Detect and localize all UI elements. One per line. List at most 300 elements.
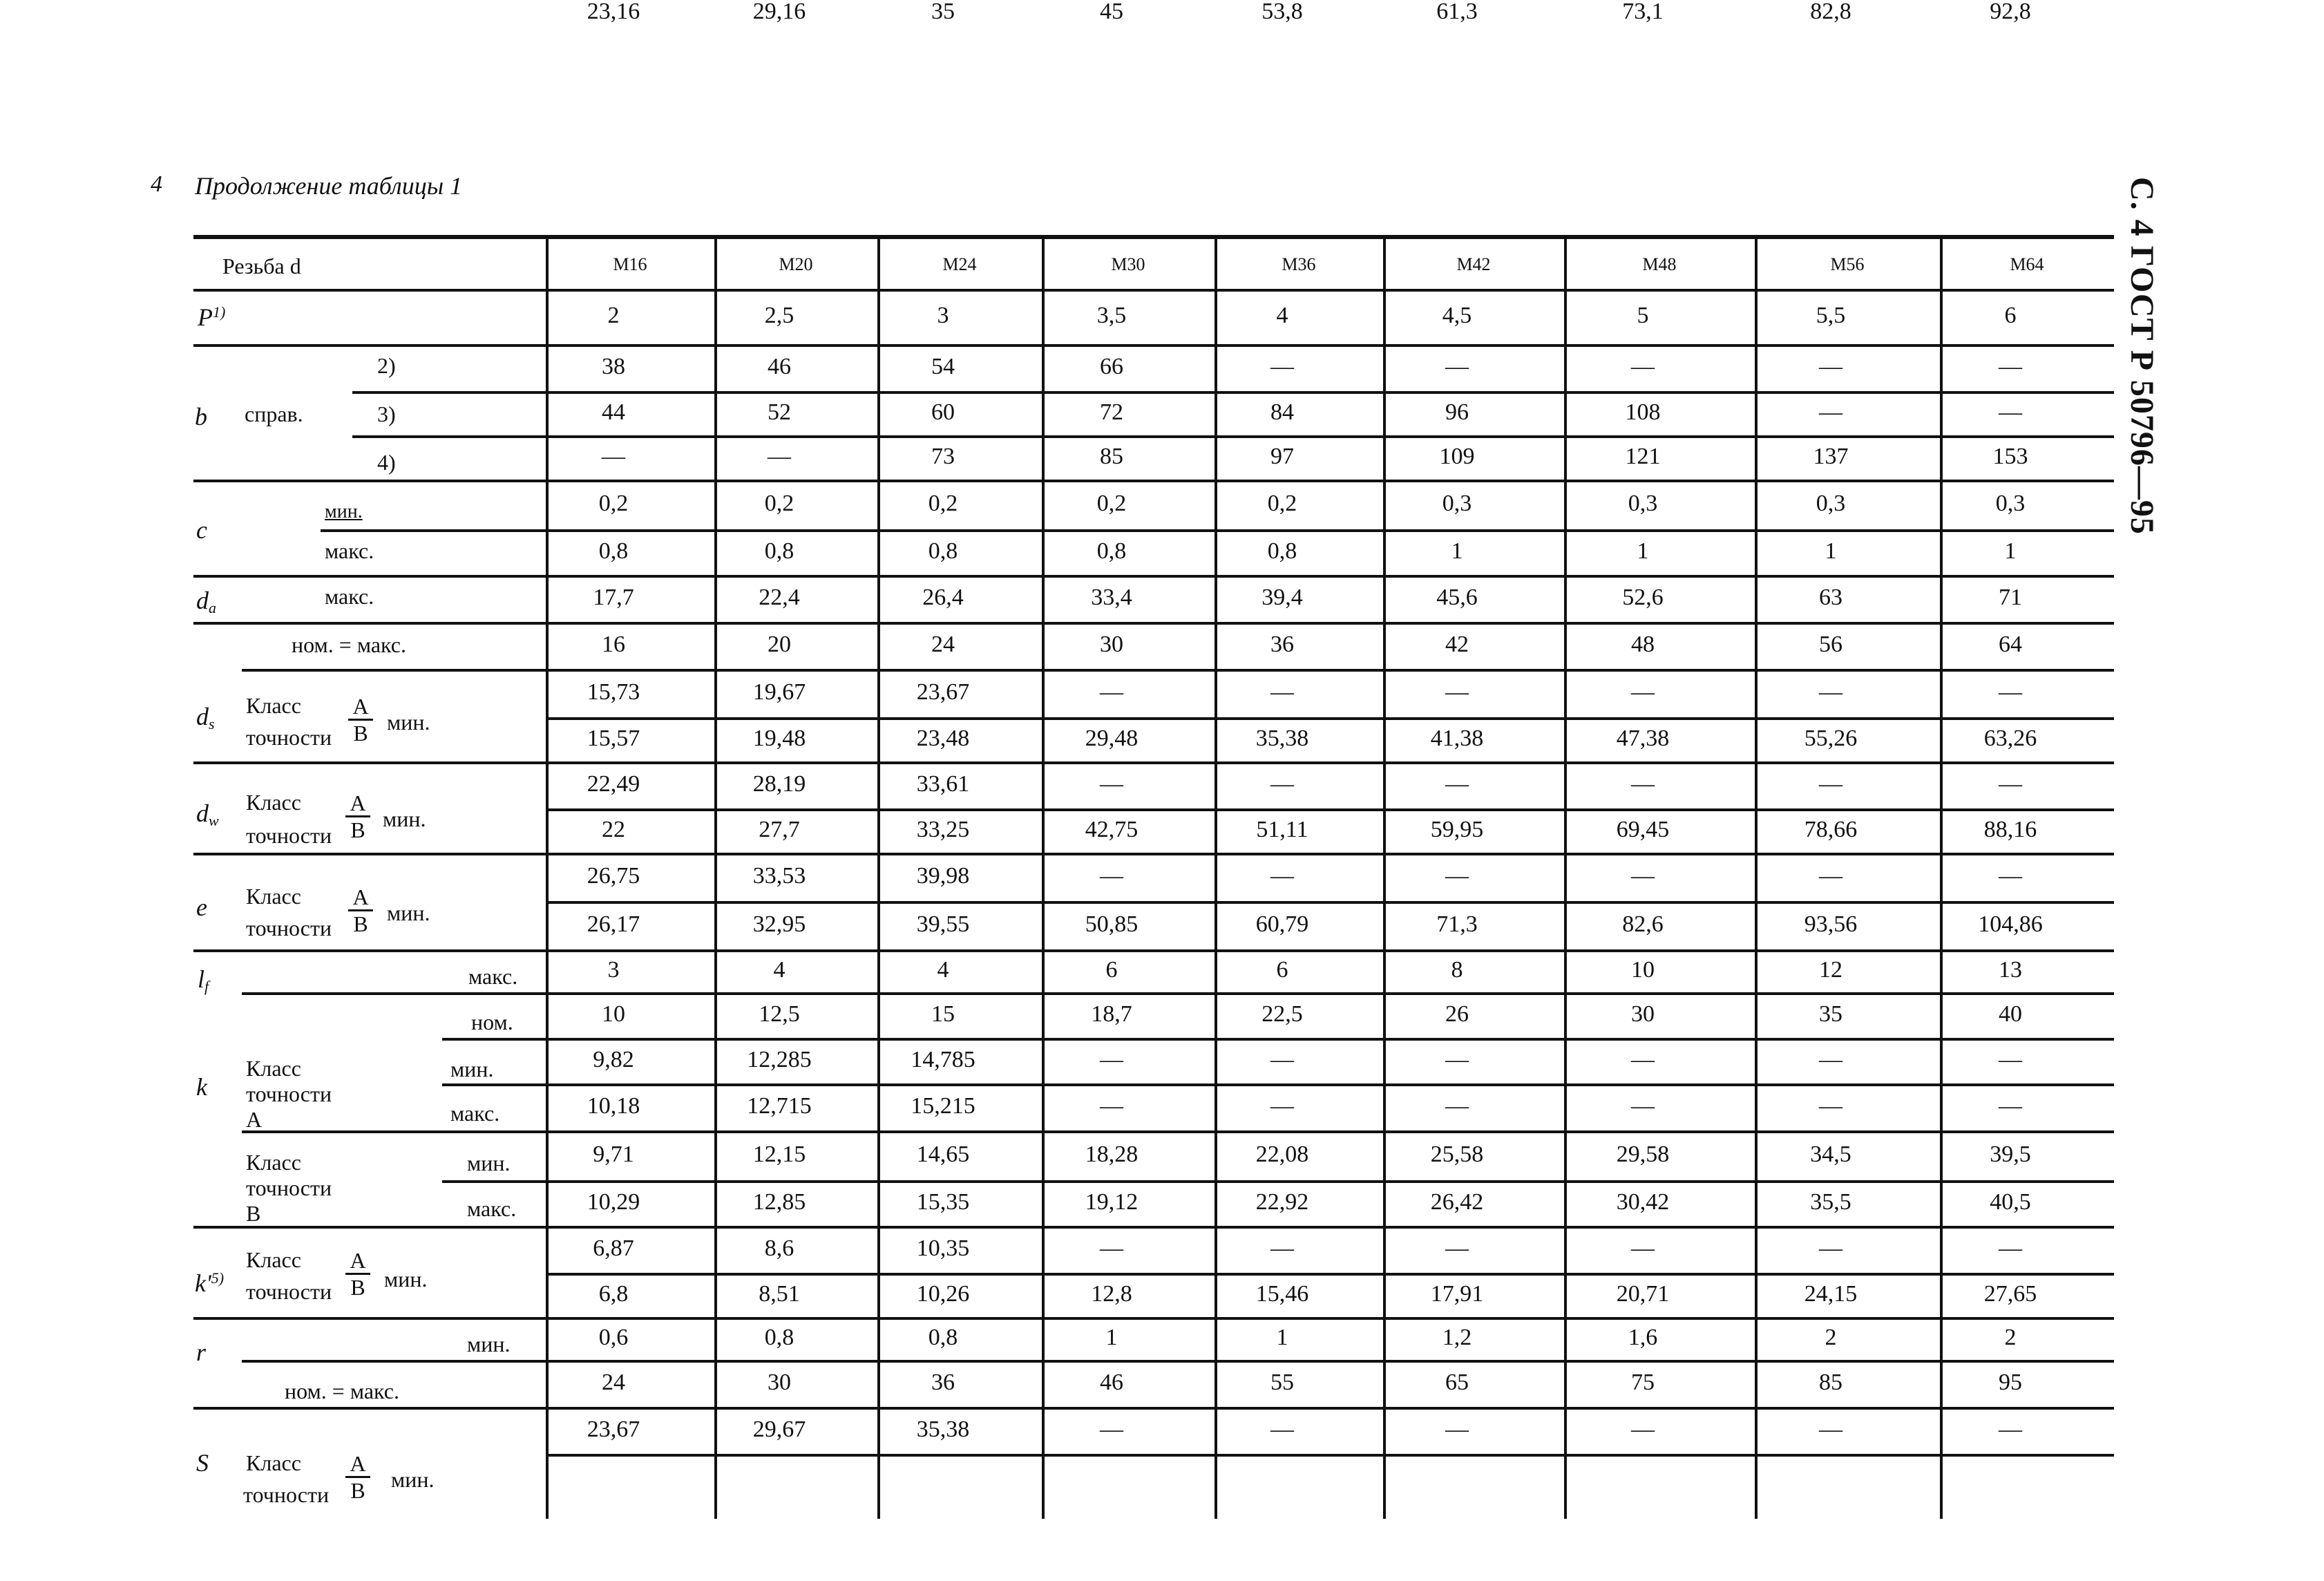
table-cell: 64	[1999, 632, 2022, 657]
label-k2-min: мин.	[384, 1267, 428, 1291]
row-divider	[193, 761, 2114, 764]
label-e-class: Класс	[246, 884, 301, 909]
table-cell: 25,58	[1430, 1142, 1484, 1167]
label-lf-max: макс.	[468, 964, 518, 989]
table-cell: 34,5	[1810, 1142, 1851, 1167]
table-cell: —	[1445, 863, 1469, 889]
table-cell: 0,3	[1995, 491, 2026, 516]
table-cell: —	[1100, 863, 1123, 889]
row-divider	[242, 992, 2114, 995]
label-k2-precision: точности	[246, 1279, 332, 1304]
table-cell: —	[1999, 1236, 2022, 1261]
symbol-da: $d_a$	[196, 587, 216, 616]
table-cell: 2	[1825, 1325, 1837, 1350]
table-cell: 88,16	[1983, 817, 2037, 842]
table-cell: —	[768, 444, 791, 469]
symbol-ds: $d_s$	[196, 703, 215, 732]
table-cell: 46	[1100, 1370, 1123, 1395]
label-s-min: мин.	[391, 1467, 435, 1492]
symbol-e: e	[196, 893, 207, 921]
table-cell: 15	[931, 1001, 955, 1027]
row-divider	[352, 391, 2114, 394]
table-cell: 82,6	[1622, 911, 1664, 937]
table-cell: 2,5	[764, 303, 794, 328]
table-cell: 29,48	[1085, 726, 1139, 751]
table-cell: 60	[931, 399, 955, 425]
label-ds-nom-max: ном. = макс.	[292, 632, 406, 657]
table-cell: 60,79	[1255, 911, 1309, 937]
table-cell: 15,73	[587, 679, 640, 705]
column-divider	[1755, 238, 1758, 1519]
table-cell: —	[1819, 771, 1842, 797]
table-cell: —	[1270, 1093, 1294, 1119]
row-divider	[193, 480, 2114, 482]
table-cell: 36	[1270, 632, 1294, 657]
fraction-ds-a-b: А В	[348, 695, 373, 744]
table-cell: 12	[1819, 957, 1842, 983]
table-cell: 82,8	[1810, 0, 1851, 24]
table-cell: 46	[768, 354, 791, 379]
label-b-note-4: 4)	[377, 450, 396, 475]
table-cell: 30	[768, 1370, 791, 1395]
table-cell: 0,8	[928, 1325, 958, 1350]
table-cell: 12,85	[752, 1189, 806, 1215]
table-cell: 0,8	[598, 538, 629, 564]
table-cell: 63,26	[1983, 726, 2037, 751]
table-cell: 59,95	[1430, 817, 1484, 842]
table-cell: —	[1819, 1417, 1842, 1442]
table-cell: —	[1445, 1417, 1469, 1442]
fraction-s-a-b: А В	[345, 1452, 370, 1502]
table-cell: 6	[1105, 957, 1118, 983]
label-r-min: мин.	[467, 1332, 511, 1356]
table-cell: —	[1100, 1047, 1123, 1072]
table-cell: 66	[1100, 354, 1123, 379]
table-cell: 41,38	[1430, 726, 1484, 751]
table-cell: 93,56	[1804, 911, 1858, 937]
table-cell: 10	[602, 1001, 625, 1027]
table-cell: 23,67	[916, 679, 970, 705]
table-cell: 6	[1276, 957, 1288, 983]
fraction-e-a-b: А В	[348, 886, 373, 935]
table-cell: 39,98	[916, 863, 970, 889]
table-cell: —	[1631, 1047, 1655, 1072]
table-cell: 85	[1100, 444, 1123, 469]
table-cell: 153	[1992, 444, 2028, 469]
table-cell: 52,6	[1622, 585, 1664, 610]
header-cell-m56: M56	[1830, 254, 1865, 274]
label-k-b-max: макс.	[467, 1196, 517, 1221]
symbol-k-prime: $k'^{5)}$	[195, 1269, 225, 1297]
table-cell: 51,11	[1256, 817, 1308, 842]
table-cell: 73	[931, 444, 955, 469]
table-cell: 19,12	[1085, 1189, 1139, 1215]
label-k-classA: Класс точности А	[246, 1056, 332, 1132]
row-divider	[242, 1130, 2114, 1133]
table-cell: —	[1999, 1417, 2022, 1442]
table-cell: 26,42	[1430, 1189, 1484, 1215]
table-cell: 22,08	[1255, 1142, 1309, 1167]
row-divider	[546, 1273, 2114, 1276]
table-cell: 19,48	[752, 726, 806, 751]
table-cell: 10	[1631, 957, 1655, 983]
table-cell: 26,17	[587, 911, 640, 937]
table-cell: 84	[1270, 399, 1294, 425]
header-cell-m30: M30	[1111, 254, 1145, 274]
table-cell: 0,8	[1096, 538, 1127, 564]
table-cell: —	[1270, 1047, 1294, 1072]
label-k-a-min: мин.	[450, 1057, 494, 1081]
table-cell: 33,4	[1091, 585, 1132, 610]
table-cell: 0,3	[1628, 491, 1658, 516]
row-divider	[242, 1360, 2114, 1363]
table-cell: —	[1999, 771, 2022, 797]
table-cell: 109	[1439, 444, 1475, 469]
symbol-k: k	[196, 1073, 207, 1101]
table-cell: 78,66	[1804, 817, 1858, 842]
table-cell: 1	[1451, 538, 1463, 564]
table-cell: —	[1100, 1093, 1123, 1119]
table-cell: 24	[931, 632, 955, 657]
table-cell: 35,5	[1810, 1189, 1851, 1215]
row-divider	[546, 808, 2114, 811]
row-divider	[193, 344, 2114, 347]
table-cell: 9,71	[593, 1142, 634, 1167]
label-da-max: макс.	[325, 584, 374, 609]
table-cell: 35	[931, 0, 955, 24]
table-cell: 29,58	[1616, 1142, 1670, 1167]
table-cell: 14,65	[916, 1142, 970, 1167]
table-cell: 35	[1819, 1001, 1842, 1027]
table-cell: —	[602, 444, 625, 469]
table-cell: 71,3	[1436, 911, 1478, 937]
row-divider	[193, 949, 2114, 952]
table-cell: 0,2	[764, 491, 794, 516]
label-ds-min: мин.	[387, 710, 430, 735]
table-cell: 72	[1100, 399, 1123, 425]
table-cell: 3	[607, 957, 620, 983]
table-cell: 55	[1270, 1370, 1294, 1395]
table-cell: —	[1445, 1236, 1469, 1261]
table-cell: 24	[602, 1370, 625, 1395]
table-cell: 96	[1445, 399, 1469, 425]
column-divider	[1940, 238, 1943, 1519]
table-cell: 5	[1637, 303, 1649, 328]
row-divider	[442, 1038, 2114, 1041]
table-cell: 12,8	[1091, 1281, 1132, 1307]
table-cell: —	[1631, 1236, 1655, 1261]
table-cell: 1,2	[1442, 1325, 1472, 1350]
table-cell: 33,25	[916, 817, 970, 842]
table-cell: —	[1819, 1236, 1842, 1261]
table-cell: 2	[607, 303, 620, 328]
column-divider	[546, 238, 549, 1519]
table-cell: 26,4	[922, 585, 964, 610]
table-cell: 27,7	[759, 817, 800, 842]
table-cell: 0,2	[1267, 491, 1297, 516]
symbol-dw: $d_w$	[196, 799, 219, 829]
table-cell: 13	[1999, 957, 2022, 983]
row-divider	[193, 575, 2114, 578]
table-cell: 14,785	[911, 1047, 975, 1072]
label-sprav: справ.	[245, 401, 303, 426]
table-cell: 1	[2004, 538, 2017, 564]
table-cell: —	[1999, 1093, 2022, 1119]
table-cell: 38	[602, 354, 625, 379]
table-cell: 8,6	[764, 1236, 794, 1261]
table-cell: —	[1270, 863, 1294, 889]
label-k-b-min: мин.	[467, 1151, 511, 1175]
table-cell: 35,38	[1255, 726, 1309, 751]
table-cell: —	[1819, 863, 1842, 889]
table-cell: —	[1819, 354, 1842, 379]
table-cell: 23,48	[916, 726, 970, 751]
row-divider	[546, 717, 2114, 720]
table-cell: 0,8	[764, 1325, 794, 1350]
table-cell: —	[1445, 771, 1469, 797]
header-cell-m48: M48	[1642, 254, 1677, 274]
table-cell: 12,5	[759, 1001, 800, 1027]
table-cell: —	[1445, 679, 1469, 705]
table-cell: 0,8	[1267, 538, 1297, 564]
label-k-classB: Класс точности В	[246, 1150, 332, 1226]
table-cell: 27,65	[1983, 1281, 2037, 1307]
table-cell: 45,6	[1436, 585, 1478, 610]
table-cell: 3	[937, 303, 949, 328]
table-cell: 33,53	[752, 863, 806, 889]
label-c-min: мин.	[325, 501, 363, 522]
row-divider	[193, 289, 2114, 292]
row-divider	[193, 1407, 2114, 1410]
table-cell: 63	[1819, 585, 1842, 610]
row-divider	[442, 1083, 2114, 1086]
symbol-S: S	[196, 1449, 209, 1477]
table-cell: 73,1	[1622, 0, 1664, 24]
table-cell: 10,26	[916, 1281, 970, 1307]
table-cell: —	[1631, 771, 1655, 797]
row-divider	[352, 435, 2114, 438]
table-cell: 39,5	[1990, 1142, 2031, 1167]
page-number: 4	[151, 171, 162, 197]
table-cell: 18,7	[1091, 1001, 1132, 1027]
label-s-precision: точности	[243, 1482, 330, 1507]
table-cell: —	[1100, 679, 1123, 705]
table-cell: —	[1445, 354, 1469, 379]
table-cell: 45	[1100, 0, 1123, 24]
table-cell: 6,87	[593, 1236, 634, 1261]
header-cell-m24: M24	[942, 254, 977, 274]
table-cell: —	[1631, 1417, 1655, 1442]
table-cell: —	[1100, 1417, 1123, 1442]
table-cell: 33,61	[916, 771, 970, 797]
table-cell: 42,75	[1085, 817, 1139, 842]
column-divider	[714, 238, 717, 1519]
table-cell: 53,8	[1261, 0, 1303, 24]
table-cell: 137	[1813, 444, 1849, 469]
table-cell: 12,715	[747, 1093, 812, 1119]
table-cell: 44	[602, 399, 625, 425]
table-cell: 0,6	[598, 1325, 629, 1350]
row-divider	[321, 529, 2114, 532]
table-cell: 48	[1631, 632, 1655, 657]
table-cell: 10,35	[916, 1236, 970, 1261]
table-cell: 0,3	[1442, 491, 1472, 516]
table-cell: 15,46	[1255, 1281, 1309, 1307]
row-divider	[546, 1454, 2114, 1457]
fraction-k2-a-b: А В	[345, 1249, 370, 1298]
row-divider	[193, 622, 2114, 625]
table-cell: 1	[1637, 538, 1649, 564]
row-divider	[442, 1180, 2114, 1183]
table-cell: 35,38	[916, 1417, 970, 1442]
label-dw-min: мин.	[383, 806, 426, 831]
symbol-lf: $l_f$	[198, 965, 209, 995]
table-cell: 95	[1999, 1370, 2022, 1395]
label-k2-class: Класс	[246, 1247, 301, 1272]
table-cell: 0,2	[928, 491, 958, 516]
row-divider	[193, 853, 2114, 855]
table-cell: 40	[1999, 1001, 2022, 1027]
table-cell: 20,71	[1616, 1281, 1670, 1307]
table-cell: 26	[1445, 1001, 1469, 1027]
table-cell: 61,3	[1436, 0, 1478, 24]
table-cell: —	[1999, 1047, 2022, 1072]
label-k-nom: ном.	[471, 1010, 513, 1034]
table-cell: 0,3	[1816, 491, 1846, 516]
table-cell: —	[1999, 354, 2022, 379]
table-cell: 39,55	[916, 911, 970, 937]
table-cell: 8,51	[759, 1281, 800, 1307]
header-cell-m36: M36	[1282, 254, 1316, 274]
table-cell: 1,6	[1628, 1325, 1658, 1350]
label-ds-precision: точности	[246, 725, 332, 750]
table-cell: 1	[1105, 1325, 1118, 1350]
table-cell: 55,26	[1804, 726, 1858, 751]
table-cell: 24,15	[1804, 1281, 1858, 1307]
table-cell: 30	[1631, 1001, 1655, 1027]
label-s-class: Класс	[246, 1450, 301, 1475]
table-cell: 47,38	[1616, 726, 1670, 751]
table-cell: 9,82	[593, 1047, 634, 1072]
header-cell-m42: M42	[1456, 254, 1491, 274]
table-cell: 50,85	[1085, 911, 1139, 937]
table-cell: 0,8	[928, 538, 958, 564]
symbol-r: r	[196, 1338, 207, 1366]
table-cell: 17,91	[1430, 1281, 1484, 1307]
label-b-note-3: 3)	[377, 401, 396, 426]
table-cell: 22	[602, 817, 625, 842]
table-cell: 22,92	[1255, 1189, 1309, 1215]
label-e-precision: точности	[246, 916, 332, 940]
table-cell: 17,7	[593, 585, 634, 610]
table-cell: 97	[1270, 444, 1294, 469]
table-cell: 42	[1445, 632, 1469, 657]
header-cell-m64: M64	[2010, 254, 2044, 274]
table-cell: —	[1445, 1093, 1469, 1119]
table-cell: —	[1100, 771, 1123, 797]
table-cell: 30	[1100, 632, 1123, 657]
table-top-rule	[193, 235, 2114, 239]
table-cell: 12,285	[747, 1047, 812, 1072]
label-dw-class: Класс	[246, 790, 301, 815]
label-b-note-2: 2)	[377, 353, 396, 378]
row-divider	[193, 1317, 2114, 1320]
table-cell: 20	[768, 632, 791, 657]
table-cell: —	[1270, 771, 1294, 797]
table-cell: —	[1445, 1047, 1469, 1072]
table-cell: —	[1270, 1236, 1294, 1261]
table-cell: 15,215	[911, 1093, 975, 1119]
table-cell: —	[1270, 679, 1294, 705]
table-cell: 22,49	[587, 771, 640, 797]
table-cell: 22,5	[1261, 1001, 1303, 1027]
label-c-max: макс.	[325, 538, 374, 563]
table-cell: 71	[1999, 585, 2022, 610]
column-divider	[1215, 238, 1217, 1519]
table-cell: —	[1999, 679, 2022, 705]
table-cell: —	[1270, 354, 1294, 379]
table-cell: 104,86	[1978, 911, 2043, 937]
table-cell: 28,19	[752, 771, 806, 797]
header-thread-label: Резьба d	[222, 254, 301, 278]
table-cell: —	[1631, 1093, 1655, 1119]
table-cell: 0,2	[1096, 491, 1127, 516]
table-cell: 36	[931, 1370, 955, 1395]
table-cell: 108	[1625, 399, 1661, 425]
table-cell: 29,67	[752, 1417, 806, 1442]
table-cell: 29,16	[752, 0, 806, 24]
header-cell-m16: M16	[613, 254, 647, 274]
table-cell: —	[1100, 1236, 1123, 1261]
table-cell: 16	[602, 632, 625, 657]
table-caption: Продолжение таблицы 1	[195, 172, 463, 200]
table-cell: —	[1631, 679, 1655, 705]
table-cell: 23,67	[587, 1417, 640, 1442]
table-cell: 85	[1819, 1370, 1842, 1395]
table-cell: 8	[1451, 957, 1463, 983]
column-divider	[1564, 238, 1567, 1519]
table-cell: 4,5	[1442, 303, 1472, 328]
table-cell: 4	[937, 957, 949, 983]
table-cell: 52	[768, 399, 791, 425]
table-cell: 56	[1819, 632, 1842, 657]
table-cell: 22,4	[759, 585, 800, 610]
table-cell: 65	[1445, 1370, 1469, 1395]
table-cell: 18,28	[1085, 1142, 1139, 1167]
column-divider	[1042, 238, 1045, 1519]
label-k-a-max: макс.	[450, 1101, 500, 1126]
row-divider	[193, 1226, 2114, 1229]
table-cell: 10,18	[587, 1093, 640, 1119]
table-cell: —	[1819, 1047, 1842, 1072]
table-cell: 1	[1825, 538, 1837, 564]
table-cell: —	[1999, 863, 2022, 889]
table-cell: —	[1270, 1417, 1294, 1442]
table-cell: 69,45	[1616, 817, 1670, 842]
table-cell: —	[1819, 399, 1842, 425]
table-cell: —	[1631, 354, 1655, 379]
table-cell: 1	[1276, 1325, 1288, 1350]
fraction-dw-a-b: А В	[345, 792, 370, 841]
table-cell: 0,8	[764, 538, 794, 564]
symbol-c: c	[196, 516, 207, 544]
table-cell: 0,2	[598, 491, 629, 516]
side-title: С. 4 ГОСТ Р 50796—95	[2124, 177, 2160, 535]
row-divider	[546, 901, 2114, 904]
table-cell: 54	[931, 354, 955, 379]
table-cell: 32,95	[752, 911, 806, 937]
table-cell: 4	[773, 957, 785, 983]
